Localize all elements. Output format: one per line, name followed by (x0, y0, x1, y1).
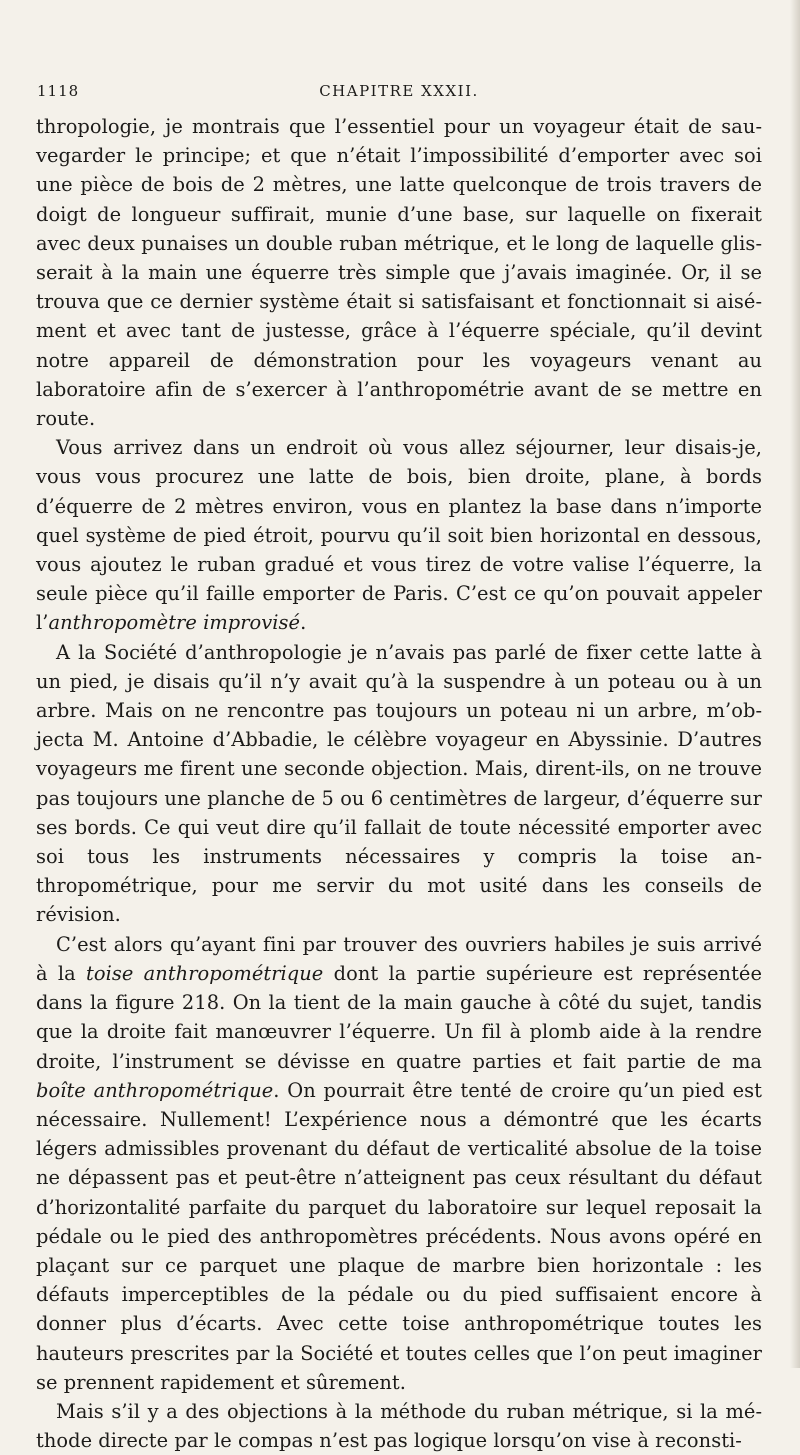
italic-term: toise anthropométrique (86, 961, 324, 985)
italic-term: anthropomètre improvisé (48, 611, 301, 635)
chapter-title: CHAPITRE XXXII. (319, 82, 479, 100)
text-segment: C’est alors qu’ayant fini par trouver des ouvriers habiles je suis arrivé à la (36, 932, 762, 985)
paragraph (36, 930, 762, 1397)
running-head (37, 78, 761, 104)
body-text (36, 112, 762, 1455)
paragraph (36, 1397, 762, 1455)
text-segment: A la Société d’anthropologie je n’avais pas parlé de fixer cette latte à un pied, je disais qu’il n’y avait qu’à la suspendre à un poteau ou à un arbre. Mais on ne rencontre pas toujours un poteau ni un arbre, m’objecta M. Antoine d’Abbadie, le célèbre voyageur en Abyssinie. D’autres voyageurs me firent une seconde objection. Mais, dirent-ils, on ne trouve pas toujours une planche de 5 ou 6 centimètres de largeur, d’équerre sur ses bords. Ce qui veut dire qu’il fallait de toute nécessité emporter avec soi tous les instruments nécessaires y compris la toise anthropométrique, pour me servir du mot usité dans les conseils de révision. (36, 640, 762, 927)
paragraph (36, 638, 762, 930)
text-segment: thropologie, je montrais que l’essentiel pour un voyageur était de sauvegarder le principe; et que n’était l’impossibilité d’emporter avec soi une pièce de bois de 2 mètres, une latte quelconque de trois travers de doigt de longueur suffirait, munie d’une base, sur laquelle on fixerait avec deux punaises un double ruban métrique, et le long de laquelle glisserait à la main une équerre très simple que j’avais imaginée. Or, il se trouva que ce dernier système était si satisfaisant et fonctionnait si aisément et avec tant de justesse, grâce à l’équerre spéciale, qu’il devint notre appareil de démonstration pour les voyageurs venant au laboratoire afin de s’exercer à l’anthropométrie avant de se mettre en route. (36, 115, 762, 431)
paragraph (36, 433, 762, 637)
text-segment: . On pourrait être tenté de croire qu’un pied est nécessaire. Nullement! L’expérience nous a démontré que les écarts légers admissibles provenant du défaut de verticalité absolue de la toise ne dépassent pas et peut-être n’atteignent pas ceux résultant du défaut d’horizontalité parfaite du parquet du laboratoire sur lequel reposait la pédale ou le pied des anthropomètres précédents. Nous avons opéré en plaçant sur ce parquet une plaque de marbre bien horizontale : les défauts imperceptibles de la pédale ou du pied suffisaient encore à donner plus d’écarts. Avec cette toise anthropométrique toutes les hauteurs prescrites par la Société et toutes celles que l’on peut imaginer se prennent rapidement et sûrement. (36, 1078, 763, 1394)
page-number: 1118 (37, 82, 80, 100)
text-segment: Vous arrivez dans un endroit où vous allez séjourner, leur disais-je, vous vous procurez une latte de bois, bien droite, plane, à bords d’équerre de 2 mètres environ, vous en plantez la base dans n’importe quel système de pied étroit, pourvu qu’il soit bien horizontal en dessous, vous ajoutez le ruban gradué et vous tirez de votre valise l’équerre, la seule pièce qu’il faille emporter de Paris. C’est ce qu’on pouvait appeler l’ (36, 436, 762, 635)
text-segment: . (300, 611, 307, 635)
page-edge-shadow (790, 0, 800, 1368)
text-segment: dont la partie supérieure est représentée dans la figure 218. On la tient de la main gauche à côté du sujet, tandis que la droite fait manœuvrer l’équerre. Un fil à plomb aide à la rendre droite, l’instrument se dévisse en quatre parties et fait partie de ma (36, 961, 762, 1073)
italic-term: boîte anthropométrique (36, 1078, 274, 1102)
paragraph (36, 112, 762, 433)
text-segment: Mais s’il y a des objections à la méthode du ruban métrique, si la méthode directe par le compas n’est pas logique lorsqu’on vise à reconsti- (36, 1399, 762, 1453)
